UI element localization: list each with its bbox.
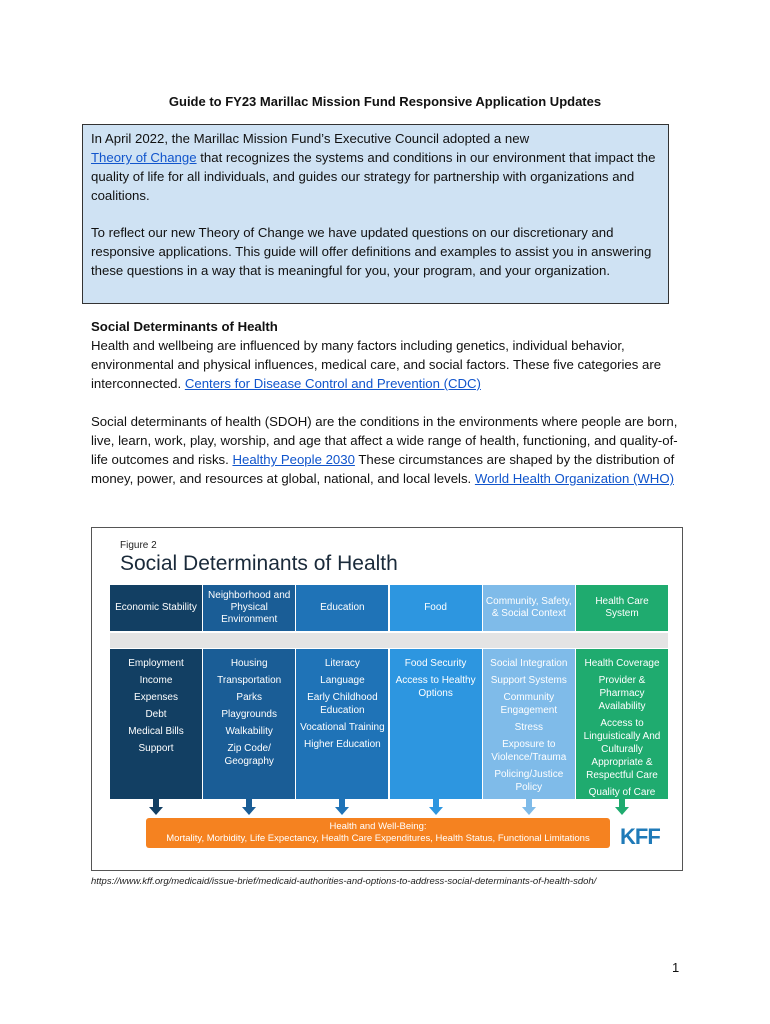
arrow-head xyxy=(429,807,443,815)
page-number: 1 xyxy=(672,960,680,975)
arrow-head xyxy=(149,807,163,815)
column-header: Food xyxy=(390,585,482,631)
figure-title: Social Determinants of Health xyxy=(120,552,398,575)
column-item: Exposure to Violence/Trauma xyxy=(491,739,567,763)
column-item: Early Childhood Education xyxy=(307,692,378,716)
arrow-stem xyxy=(433,799,439,807)
column-item: Playgrounds xyxy=(221,709,277,720)
column-body xyxy=(296,649,388,799)
source-url: https://www.kff.org/medicaid/issue-brief/medicaid-authorities-and-options-to-address-social-determinants-of-health-sdoh/ xyxy=(91,876,597,887)
column-item: Higher Education xyxy=(304,739,381,750)
column-item: Housing xyxy=(230,658,268,669)
column-item: Income xyxy=(139,675,173,686)
column-body xyxy=(390,649,482,799)
figure-label: Figure 2 xyxy=(120,540,157,551)
column-item: Debt xyxy=(145,709,167,720)
column-header: Health Care System xyxy=(576,585,668,631)
section-paragraph-1 xyxy=(91,336,681,393)
column-item: Quality of Care xyxy=(588,787,656,798)
arrow-stem xyxy=(339,799,345,807)
down-arrow-icon xyxy=(242,799,256,815)
down-arrow-icon xyxy=(335,799,349,815)
column-body xyxy=(483,649,575,799)
callout-paragraph-1 xyxy=(91,129,660,205)
column-item: Provider & Pharmacy Availability xyxy=(598,675,646,712)
column-item: Support Systems xyxy=(490,675,567,686)
arrow-head xyxy=(242,807,256,815)
column-item: Expenses xyxy=(134,692,178,703)
cdc-link[interactable]: Centers for Disease Control and Prevention (CDC) xyxy=(184,376,481,391)
arrow-stem xyxy=(246,799,252,807)
column-item: Zip Code/ Geography xyxy=(224,743,274,767)
section-text: Social determinants of health (SDOH) are the conditions in the environments where people are born, live, learn, work, play, worship, and age that affect a wide range of health, functioning, and quality-of-life outcomes and risks. xyxy=(91,414,678,467)
arrow-stem xyxy=(153,799,159,807)
document-title: Guide to FY23 Marillac Mission Fund Responsive Application Updates xyxy=(168,94,602,109)
intro-callout xyxy=(82,124,669,304)
healthy-people-link[interactable]: Healthy People 2030 xyxy=(232,452,355,467)
column-header: Neighborhood and Physical Environment xyxy=(203,585,295,631)
callout-text: that recognizes the systems and conditions in our environment that impact the quality of life for all individuals, and guides our strategy for partnership with organizations and coalitions. xyxy=(91,150,656,203)
column-item: Community Engagement xyxy=(500,692,558,716)
down-arrow-icon xyxy=(615,799,629,815)
figure-divider xyxy=(110,633,668,648)
column-item: Food Security xyxy=(404,658,467,669)
outcome-text: Mortality, Morbidity, Life Expectancy, Health Care Expenditures, Health Status, Functional Limitations xyxy=(166,833,590,844)
callout-text: In April 2022, the Marillac Mission Fund’s Executive Council adopted a new xyxy=(91,131,530,146)
column-item: Language xyxy=(320,675,365,686)
column-item: Support xyxy=(138,743,174,754)
arrow-head xyxy=(615,807,629,815)
column-item: Health Coverage xyxy=(584,658,660,669)
arrow-head xyxy=(335,807,349,815)
column-body xyxy=(576,649,668,799)
column-item: Access to Healthy Options xyxy=(395,675,476,699)
column-body xyxy=(110,649,202,799)
column-item: Stress xyxy=(514,722,543,733)
down-arrow-icon xyxy=(429,799,443,815)
arrow-stem xyxy=(619,799,625,807)
down-arrow-icon xyxy=(522,799,536,815)
theory-of-change-link[interactable]: Theory of Change xyxy=(91,150,197,165)
column-item: Literacy xyxy=(324,658,360,669)
arrow-stem xyxy=(526,799,532,807)
section-text: These circumstances are shaped by the distribution of money, power, and resources at global, national, and local levels. xyxy=(91,452,675,486)
column-item: Policing/Justice Policy xyxy=(494,769,564,793)
column-item: Walkability xyxy=(225,726,273,737)
column-item: Social Integration xyxy=(490,658,568,669)
section-paragraph-2 xyxy=(91,412,681,488)
column-item: Medical Bills xyxy=(128,726,184,737)
column-header: Community, Safety, & Social Context xyxy=(483,585,575,631)
kff-logo: KFF xyxy=(620,824,660,849)
down-arrow-icon xyxy=(149,799,163,815)
outcome-title: Health and Well-Being: xyxy=(329,821,427,832)
sdoh-figure xyxy=(91,527,683,871)
column-item: Employment xyxy=(128,658,184,669)
column-header: Education xyxy=(296,585,388,631)
column-item: Transportation xyxy=(217,675,282,686)
column-item: Access to Linguistically And Culturally Appropriate & Respectful Care xyxy=(583,718,661,781)
arrow-head xyxy=(522,807,536,815)
column-item: Vocational Training xyxy=(300,722,385,733)
callout-paragraph-2: To reflect our new Theory of Change we have updated questions on our discretionary and responsive applications. This guide will offer definitions and examples to assist you in answering these questions in a way that is meaningful for you, your program, and your organization. xyxy=(91,225,652,278)
outcome-bar xyxy=(146,818,610,848)
section-heading: Social Determinants of Health xyxy=(91,319,278,334)
column-item: Parks xyxy=(236,692,262,703)
sdoh-section xyxy=(91,317,681,488)
column-body xyxy=(203,649,295,799)
section-text: Health and wellbeing are influenced by many factors including genetics, individual behavior, environmental and physical influences, medical care, and social factors. These five categories are interconnected. xyxy=(91,338,662,391)
column-header: Economic Stability xyxy=(110,585,202,631)
who-link[interactable]: World Health Organization (WHO) xyxy=(474,471,674,486)
